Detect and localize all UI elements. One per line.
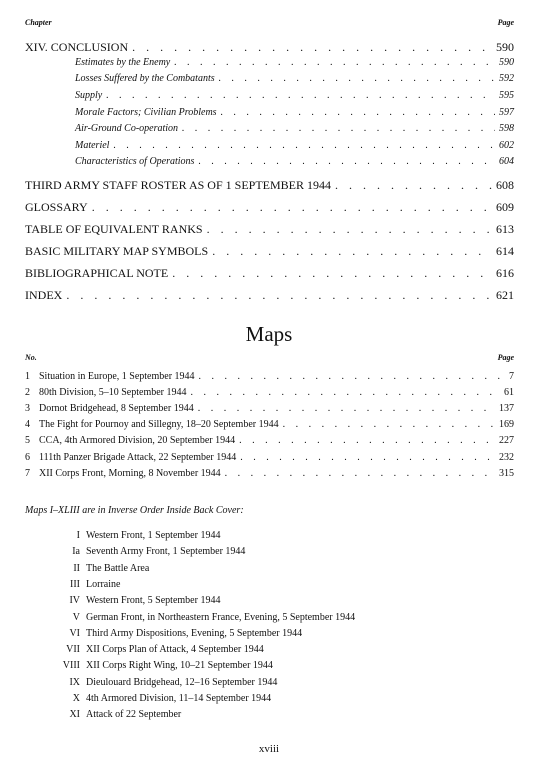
leader-dots: [132, 40, 492, 55]
inverse-map-number: I: [76, 530, 80, 541]
toc-subentry: [75, 90, 514, 101]
toc-entry-label: XIV. CONCLUSION: [25, 40, 129, 54]
toc-subentry: [75, 57, 514, 68]
leader-dots: [199, 371, 505, 382]
toc-entry-page: 621: [496, 288, 514, 302]
map-title: CCA, 4th Armored Division, 20 September 1944: [39, 435, 236, 446]
leader-dots: [191, 387, 501, 398]
inverse-map-title: The Battle Area: [86, 562, 150, 574]
map-title: XII Corps Front, Morning, 8 November 1944: [39, 468, 221, 479]
leader-dots: [335, 178, 492, 193]
inverse-map-entry: [60, 546, 520, 557]
inverse-map-number: III: [70, 578, 80, 590]
toc-entry: [25, 288, 514, 303]
toc-entry: [25, 200, 514, 215]
maps-heading: Maps: [245, 322, 293, 346]
inverse-maps-note: Maps I–XLIII are in Inverse Order Inside Back Cover:: [25, 505, 244, 516]
map-number: 4: [25, 419, 30, 430]
inverse-map-entry: [60, 563, 520, 574]
inverse-map-title: XII Corps Plan of Attack, 4 September 1944: [86, 644, 264, 656]
inverse-map-title: 4th Armored Division, 11–14 September 1944: [86, 693, 272, 704]
inverse-map-number: Ia: [72, 546, 80, 558]
toc-entry-label: Morale Factors; Civilian Problems: [75, 107, 217, 118]
toc-subentry: [75, 156, 514, 167]
inverse-map-entry: [60, 644, 520, 655]
map-page: 169: [499, 419, 514, 430]
map-number: 2: [25, 387, 30, 398]
map-entry: [25, 435, 514, 446]
map-entry: [25, 371, 514, 382]
inverse-map-entry: [60, 628, 520, 639]
toc-entry-page: 595: [499, 90, 514, 101]
map-entry: [25, 452, 514, 463]
inverse-map-title: German Front, in Northeastern France, Evening, 5 September 1944: [86, 611, 356, 623]
toc-entry-page: 609: [496, 200, 514, 214]
inverse-map-title: Dieulouard Bridgehead, 12–16 September 1944: [86, 676, 278, 688]
leader-dots: [225, 468, 495, 479]
inverse-map-entry: [60, 595, 520, 606]
map-page: 137: [499, 403, 514, 414]
toc-entry-page: 598: [499, 123, 514, 134]
leader-dots: [207, 222, 492, 237]
toc-entry-page: 608: [496, 178, 514, 192]
leader-dots: [221, 107, 495, 118]
leader-dots: [106, 90, 495, 101]
inverse-map-title: Western Front, 5 September 1944: [86, 595, 221, 607]
map-title: Dornot Bridgehead, 8 September 1944: [39, 403, 194, 414]
inverse-map-title: XII Corps Right Wing, 10–21 September 1944: [86, 660, 273, 672]
map-number: 1: [25, 371, 30, 382]
toc-entry-page: 602: [499, 140, 514, 151]
toc-entry-page: 592: [499, 73, 514, 84]
inverse-map-entry: [60, 693, 520, 704]
toc-entry-label: Characteristics of Operations: [75, 156, 195, 167]
leader-dots: [239, 435, 495, 446]
map-entry: [25, 468, 514, 479]
inverse-map-entry: [60, 612, 520, 623]
toc-entry: [25, 266, 514, 281]
leader-dots: [113, 140, 495, 151]
leader-dots: [219, 73, 495, 84]
map-number: 6: [25, 452, 30, 463]
map-entry: [25, 403, 514, 414]
leader-dots: [66, 288, 492, 303]
map-page: 61: [504, 387, 514, 398]
map-number: 5: [25, 435, 30, 446]
inverse-map-entry: [60, 530, 520, 541]
chapter-column-label: Chapter: [25, 18, 52, 27]
toc-entry-label: INDEX: [25, 288, 63, 302]
map-page: 227: [499, 435, 514, 446]
toc-entry-page: 616: [496, 266, 514, 280]
inverse-map-number: II: [73, 562, 80, 574]
map-title: 111th Panzer Brigade Attack, 22 September 1944: [39, 452, 237, 463]
maps-number-label: No.: [25, 353, 37, 362]
map-page: 232: [499, 452, 514, 463]
toc-entry-page: 604: [499, 156, 514, 167]
toc-entry-label: Air-Ground Co-operation: [75, 123, 179, 134]
toc-entry-label: Supply: [75, 90, 103, 101]
toc-entry-label: Materiel: [75, 140, 110, 151]
inverse-map-number: VII: [66, 644, 80, 656]
toc-subentry: [75, 107, 514, 118]
inverse-map-entry: [60, 709, 520, 720]
page-number: xviii: [258, 743, 280, 755]
toc-entry-label: BASIC MILITARY MAP SYMBOLS: [25, 244, 209, 258]
map-page: 7: [509, 371, 514, 382]
inverse-map-number: IV: [69, 595, 80, 607]
leader-dots: [198, 156, 495, 167]
inverse-map-number: V: [72, 611, 80, 623]
toc-entry-page: 614: [496, 244, 514, 258]
map-entry: [25, 419, 514, 430]
inverse-map-title: Lorraine: [86, 578, 121, 590]
map-number: 3: [25, 403, 30, 414]
inverse-map-title: Attack of 22 September: [86, 709, 182, 721]
inverse-map-entry: [60, 660, 520, 671]
inverse-map-title: Western Front, 1 September 1944: [86, 530, 221, 541]
inverse-map-number: VI: [69, 627, 80, 639]
inverse-map-number: X: [72, 693, 80, 704]
toc-entry: [25, 222, 514, 237]
toc-entry-label: BIBLIOGRAPHICAL NOTE: [25, 266, 169, 280]
inverse-map-number: VIII: [62, 660, 80, 672]
toc-subentry: [75, 73, 514, 84]
toc-entry-label: THIRD ARMY STAFF ROSTER AS OF 1 SEPTEMBER 1944: [25, 178, 331, 192]
inverse-map-title: Third Army Dispositions, Evening, 5 September 1944: [86, 627, 303, 639]
map-title: 80th Division, 5–10 September 1944: [39, 387, 187, 398]
leader-dots: [198, 403, 495, 414]
leader-dots: [172, 266, 492, 281]
toc-entry-label: Estimates by the Enemy: [75, 57, 171, 68]
map-entry: [25, 387, 514, 398]
toc-entry-label: TABLE OF EQUIVALENT RANKS: [25, 222, 203, 236]
toc-subentry: [75, 123, 514, 134]
toc-entry-page: 590: [496, 40, 514, 54]
leader-dots: [212, 244, 492, 259]
inverse-map-number: XI: [69, 709, 80, 721]
toc-entry-page: 613: [496, 222, 514, 236]
map-number: 7: [25, 468, 30, 479]
leader-dots: [182, 123, 495, 134]
toc-entry-page: 597: [499, 107, 514, 118]
toc-entry: [25, 244, 514, 259]
toc-entry: [25, 40, 514, 55]
map-title: The Fight for Pournoy and Sillegny, 18–20 September 1944: [39, 419, 279, 430]
inverse-map-number: IX: [69, 676, 80, 688]
page-column-label: Page: [497, 18, 514, 27]
inverse-map-entry: [60, 579, 520, 590]
toc-entry-page: 590: [499, 57, 514, 68]
inverse-map-entry: [60, 677, 520, 688]
map-title: Situation in Europe, 1 September 1944: [39, 371, 195, 382]
leader-dots: [92, 200, 492, 215]
toc-subentry: [75, 140, 514, 151]
toc-entry-label: Losses Suffered by the Combatants: [75, 73, 215, 84]
leader-dots: [240, 452, 495, 463]
inverse-map-title: Seventh Army Front, 1 September 1944: [86, 546, 246, 558]
toc-entry: [25, 178, 514, 193]
maps-page-label: Page: [497, 353, 514, 362]
leader-dots: [283, 419, 495, 430]
leader-dots: [174, 57, 495, 68]
toc-entry-label: GLOSSARY: [25, 200, 88, 214]
map-page: 315: [499, 468, 514, 479]
